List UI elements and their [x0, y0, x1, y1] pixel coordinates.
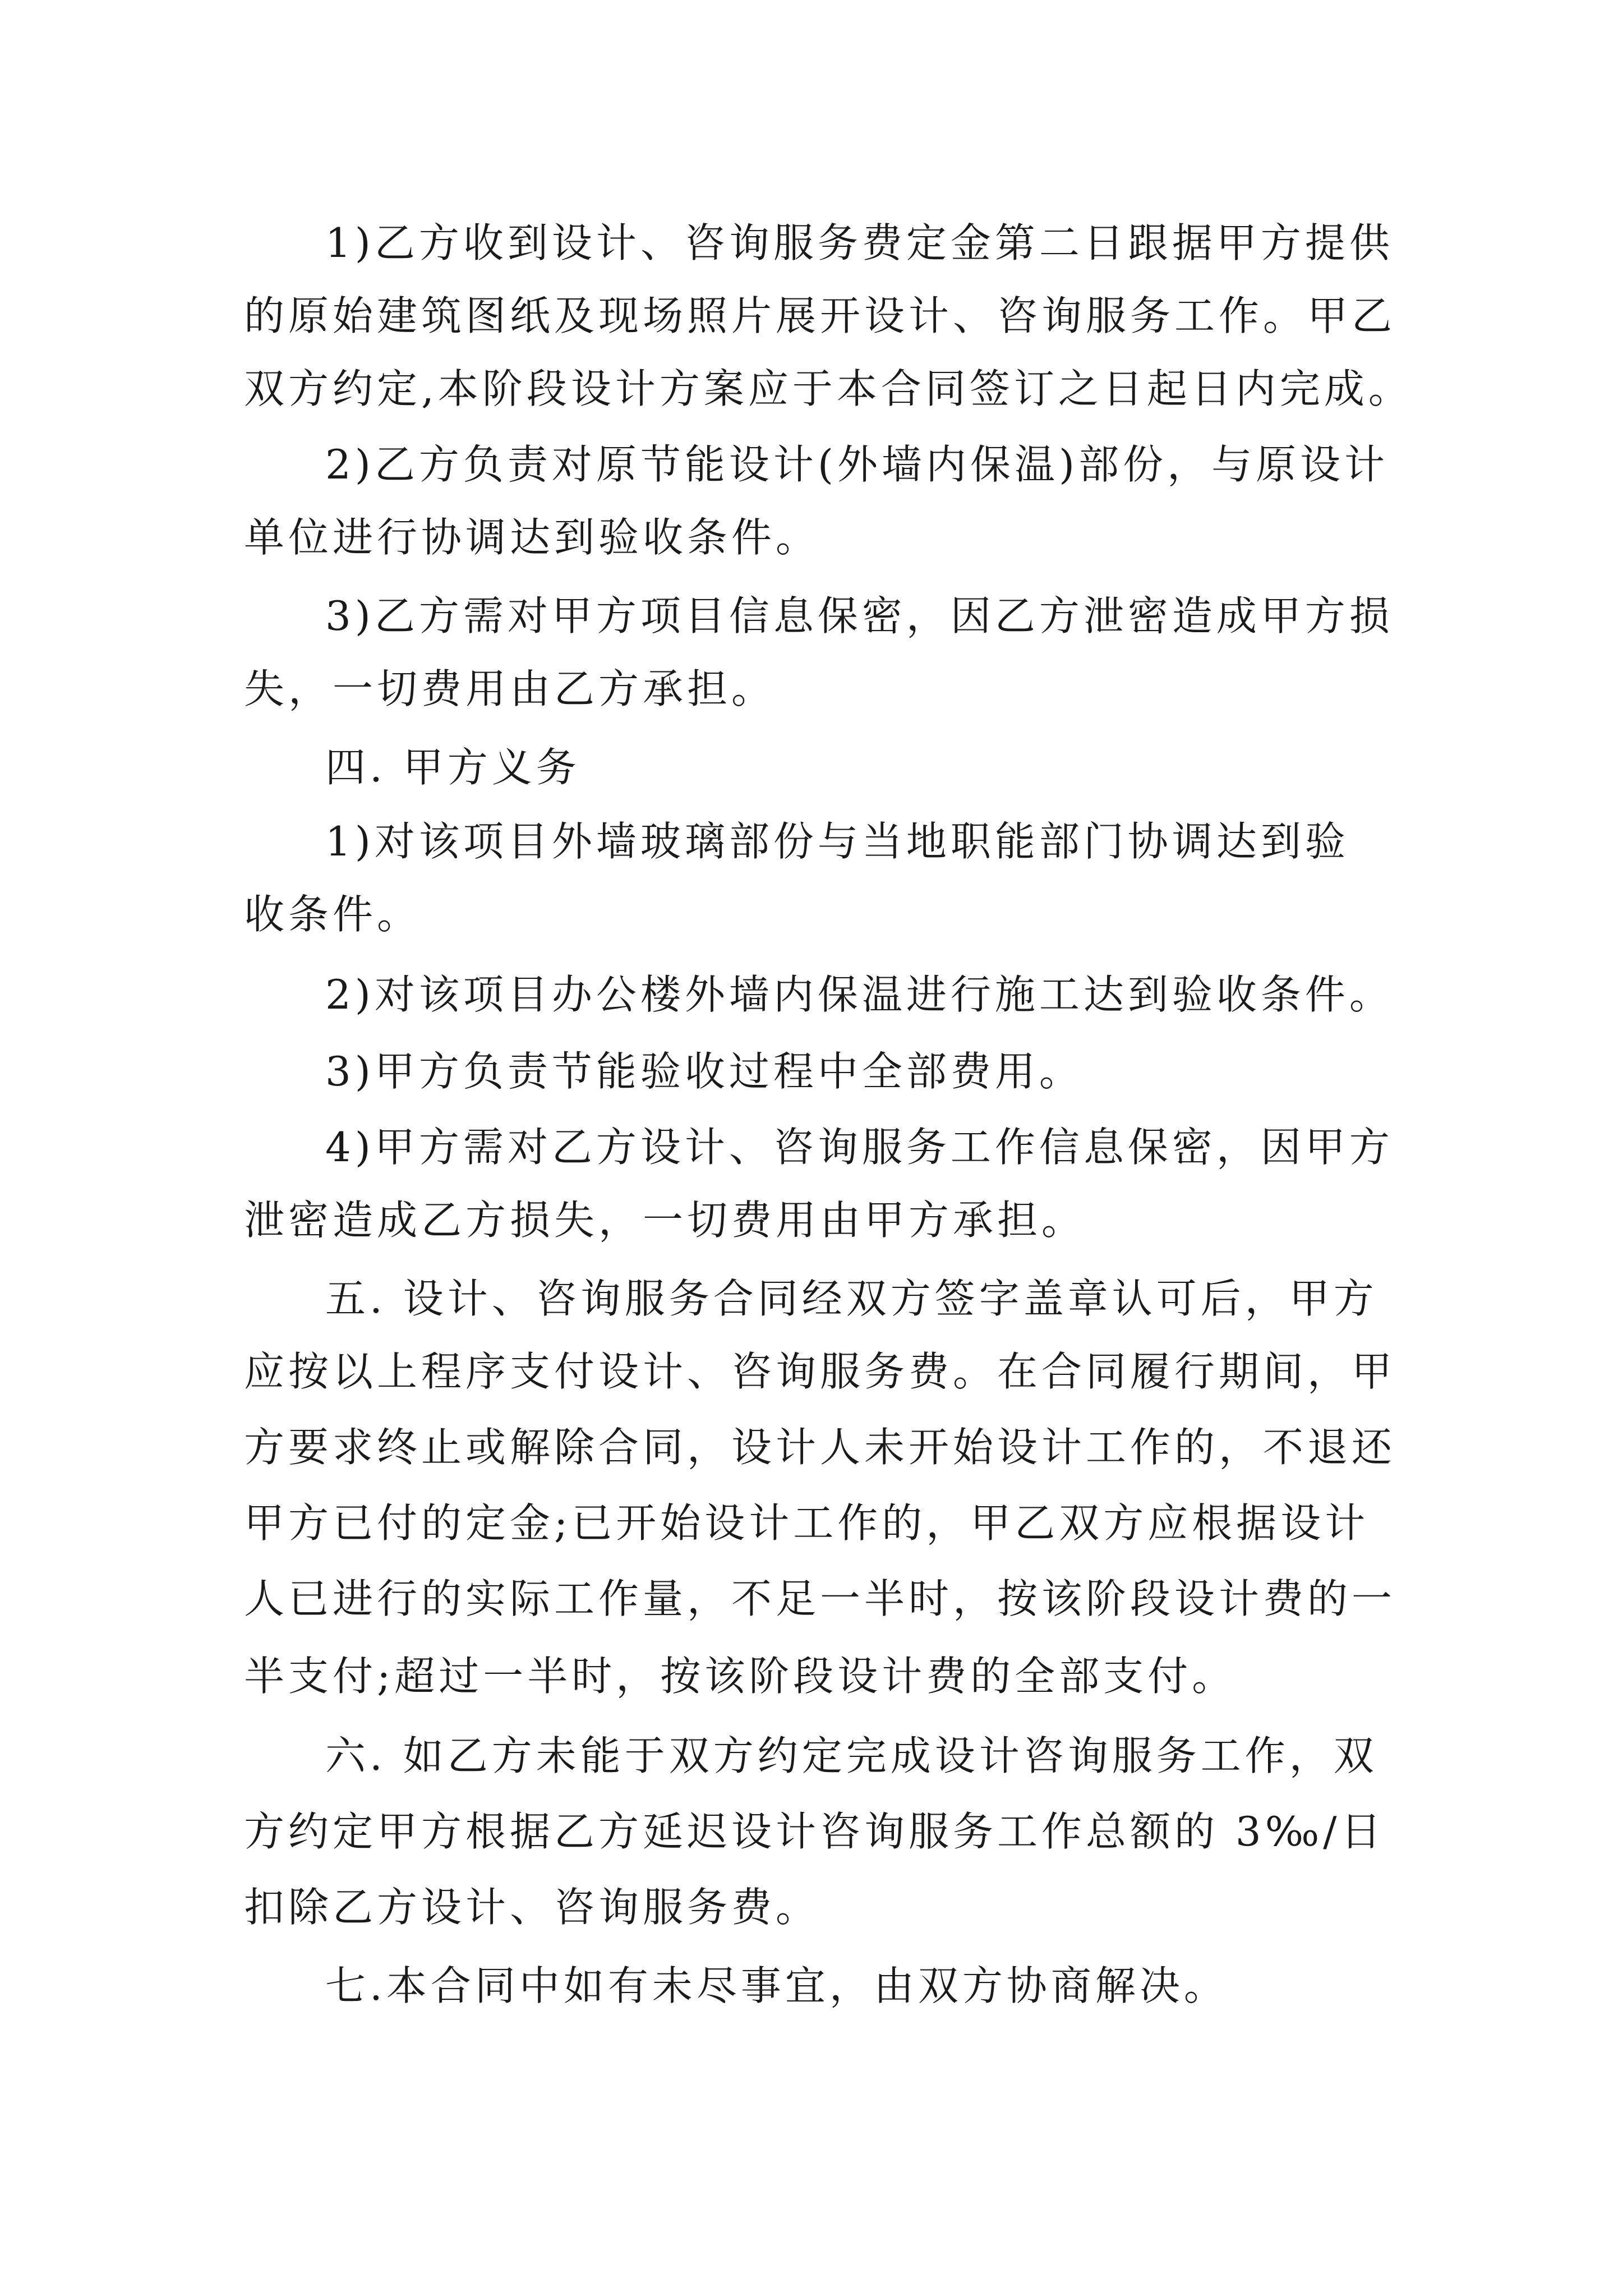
text-line: 收条件。 [244, 891, 422, 938]
text-line: 七.本合同中如有未尽事宜，由双方协商解决。 [325, 1962, 1228, 2009]
text-line: 双方约定,本阶段设计方案应于本合同签订之日起日内完成。 [244, 365, 1413, 412]
text-line: 甲方已付的定金;已开始设计工作的，甲乙双方应根据设计 [244, 1499, 1370, 1547]
text-line: 方要求终止或解除合同，设计人未开始设计工作的，不退还 [244, 1424, 1396, 1471]
text-line: 五. 设计、咨询服务合同经双方签字盖章认可后，甲方 [325, 1275, 1378, 1322]
text-line: 六. 如乙方未能于双方约定完成设计咨询服务工作，双 [325, 1732, 1378, 1779]
text-line: 2)乙方负责对原节能设计(外墙内保温)部份，与原设计 [325, 441, 1389, 488]
text-line: 单位进行协调达到验收条件。 [244, 514, 820, 561]
section-heading: 四. 甲方义务 [325, 744, 580, 791]
text-line: 3)甲方负责节能验收过程中全部费用。 [325, 1048, 1083, 1095]
text-line: 半支付;超过一半时，按该阶段设计费的全部支付。 [244, 1653, 1237, 1700]
text-line: 扣除乙方设计、咨询服务费。 [244, 1884, 820, 1931]
text-line: 应按以上程序支付设计、咨询服务费。在合同履行期间，甲 [244, 1348, 1396, 1395]
text-line: 3)乙方需对甲方项目信息保密，因乙方泄密造成甲方损 [325, 592, 1394, 639]
text-line: 失，一切费用由乙方承担。 [244, 665, 776, 712]
text-line: 4)甲方需对乙方设计、咨询服务工作信息保密，因甲方 [325, 1124, 1394, 1171]
text-line: 2)对该项目办公楼外墙内保温进行施工达到验收条件。 [325, 971, 1394, 1018]
text-line: 方约定甲方根据乙方延迟设计咨询服务工作总额的 3‰/日 [244, 1808, 1385, 1855]
text-line: 人已进行的实际工作量，不足一半时，按该阶段设计费的一 [244, 1575, 1396, 1622]
text-line: 1)对该项目外墙玻璃部份与当地职能部门协调达到验 [325, 818, 1349, 865]
text-line: 的原始建筑图纸及现场照片展开设计、咨询服务工作。甲乙 [244, 292, 1396, 339]
text-line: 1)乙方收到设计、咨询服务费定金第二日跟据甲方提供 [325, 219, 1394, 266]
text-line: 泄密造成乙方损失，一切费用由甲方承担。 [244, 1197, 1086, 1244]
